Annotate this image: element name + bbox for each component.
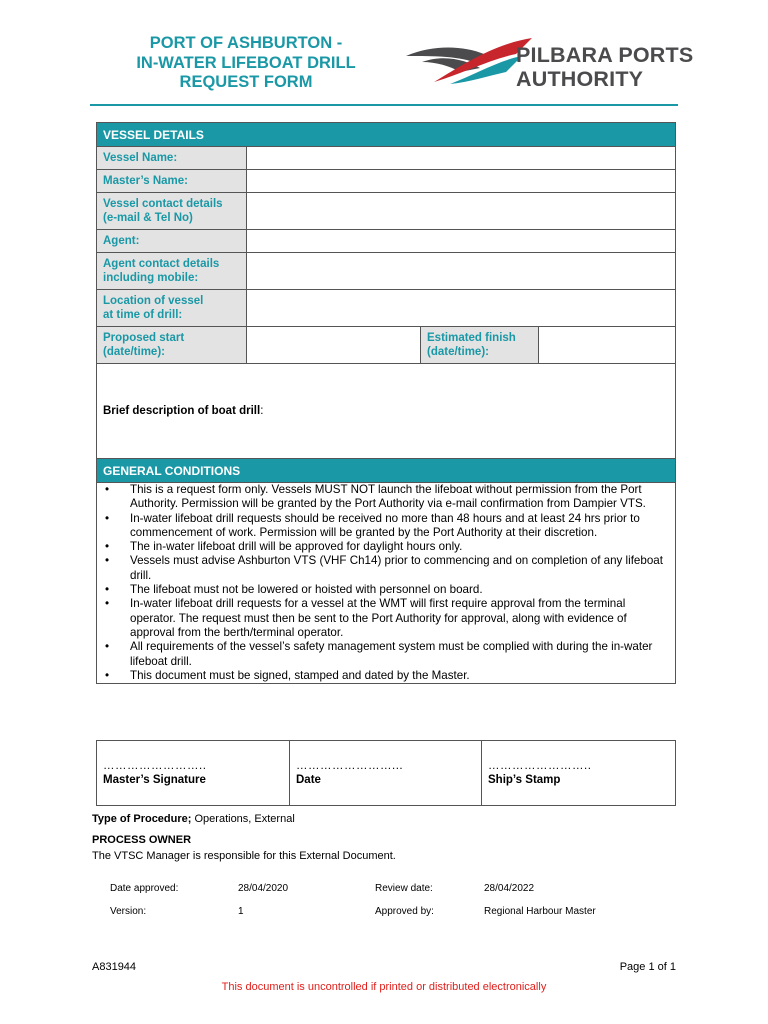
condition-text: This document must be signed, stamped and dated by the Master. <box>130 668 470 682</box>
review-date-value: 28/04/2022 <box>484 883 535 894</box>
condition-text: Vessels must advise Ashburton VTS (VHF Ch14) prior to commencing and on completion of any lifeboat drill. <box>130 554 663 582</box>
header-divider <box>90 104 678 106</box>
document-id: A831944 <box>92 961 137 973</box>
version-value: 1 <box>238 906 244 917</box>
vessel-details-heading: VESSEL DETAILS <box>97 123 676 147</box>
condition-item <box>103 640 669 669</box>
condition-text: In-water lifeboat drill requests for a vessel at the WMT will first require approval from the terminal operator. The request must then be sent to the Port Authority for approval, along with evidence of approval from the berth/terminal operator. <box>130 597 627 639</box>
vessel-contact-label-line-1: Vessel contact details <box>103 198 223 210</box>
process-owner-text: The VTSC Manager is responsible for this External Document. <box>92 850 396 862</box>
condition-item <box>103 583 669 597</box>
request-form <box>96 122 676 684</box>
bullet-icon: • <box>105 554 110 568</box>
ships-stamp-label: Ship’s Stamp <box>488 774 561 786</box>
date-approved-label: Date approved: <box>110 883 179 894</box>
condition-item <box>103 669 669 683</box>
agent-contact-field[interactable] <box>247 253 676 290</box>
masters-name-label: Master’s Name: <box>97 170 247 193</box>
date-dots: ……………………... <box>296 760 404 772</box>
proposed-start-label-line-1: Proposed start <box>103 332 185 344</box>
estimated-finish-label-line-1: Estimated finish <box>427 332 516 344</box>
logo-text <box>516 43 693 91</box>
estimated-finish-field[interactable] <box>539 327 676 364</box>
bullet-icon: • <box>105 583 110 597</box>
agent-label: Agent: <box>97 230 247 253</box>
type-of-procedure <box>92 813 295 825</box>
masters-signature-field[interactable] <box>97 741 290 806</box>
proposed-start-label <box>97 327 247 364</box>
location-field[interactable] <box>247 290 676 327</box>
title-line-1: PORT OF ASHBURTON - <box>149 34 343 52</box>
signature-dots: …………………….. <box>103 760 207 772</box>
vessel-contact-label <box>97 193 247 230</box>
drill-description-colon: : <box>260 405 264 417</box>
proposed-start-field[interactable] <box>247 327 421 364</box>
type-of-procedure-value: Operations, External <box>191 813 295 825</box>
condition-text: This is a request form only. Vessels MUST NOT launch the lifeboat without permission from the Port Authority. Permission will be granted by the Port Authority via e-mail confirmation from Dampier VTS. <box>130 483 646 511</box>
agent-contact-label-line-1: Agent contact details <box>103 258 220 270</box>
review-date-label: Review date: <box>375 883 433 894</box>
vessel-name-field[interactable] <box>247 147 676 170</box>
location-label <box>97 290 247 327</box>
condition-text: In-water lifeboat drill requests should be received no more than 48 hours and at least 24 hrs prior to commencement of work. Permission will be granted by the Port Authority at their discretion. <box>130 511 640 539</box>
page-number: Page 1 of 1 <box>619 961 676 973</box>
ships-stamp-field[interactable] <box>482 741 676 806</box>
date-label: Date <box>296 774 321 786</box>
bullet-icon: • <box>105 668 110 682</box>
location-label-line-2: at time of drill: <box>103 309 183 321</box>
bullet-icon: • <box>105 483 110 496</box>
general-conditions-list <box>103 483 669 683</box>
version-label: Version: <box>110 906 147 917</box>
agent-contact-label <box>97 253 247 290</box>
vessel-contact-label-line-2: (e-mail & Tel No) <box>103 212 193 224</box>
masters-signature-label: Master’s Signature <box>103 774 206 786</box>
condition-item <box>103 483 669 512</box>
agent-contact-label-line-2: including mobile: <box>103 272 199 284</box>
condition-text: All requirements of the vessel’s safety management system must be complied with during the in-water lifeboat drill. <box>130 640 653 668</box>
title-line-2: IN-WATER LIFEBOAT DRILL <box>136 53 356 72</box>
uncontrolled-notice: This document is uncontrolled if printed or distributed electronically <box>221 981 547 993</box>
agent-field[interactable] <box>247 230 676 253</box>
title-line-3: REQUEST FORM <box>179 73 313 91</box>
masters-name-field[interactable] <box>247 170 676 193</box>
proposed-start-label-line-2: (date/time): <box>103 346 165 358</box>
general-conditions-list-cell <box>97 483 676 684</box>
condition-item <box>103 512 669 541</box>
bullet-icon: • <box>105 597 110 611</box>
location-label-line-1: Location of vessel <box>103 295 204 307</box>
signature-table <box>96 740 676 806</box>
bullet-icon: • <box>105 511 110 525</box>
vessel-name-label: Vessel Name: <box>97 147 247 170</box>
date-field[interactable] <box>290 741 482 806</box>
bullet-icon: • <box>105 640 110 654</box>
condition-item <box>103 597 669 640</box>
date-approved-value: 28/04/2020 <box>238 883 289 894</box>
logo-line-2: AUTHORITY <box>516 67 644 91</box>
approved-by-label: Approved by: <box>375 906 434 917</box>
logo-line-1: PILBARA PORTS <box>516 43 694 67</box>
process-owner-heading: PROCESS OWNER <box>92 834 192 846</box>
condition-text: The lifeboat must not be lowered or hoisted with personnel on board. <box>130 583 483 597</box>
estimated-finish-label <box>421 327 539 364</box>
drill-description-label: Brief description of boat drill <box>103 405 261 417</box>
drill-description-field[interactable] <box>97 364 676 459</box>
condition-item <box>103 540 669 554</box>
condition-item <box>103 554 669 583</box>
approved-by-value: Regional Harbour Master <box>484 906 596 917</box>
estimated-finish-label-line-2: (date/time): <box>427 346 489 358</box>
stamp-dots: …………………….. <box>488 760 592 772</box>
type-of-procedure-label: Type of Procedure; <box>92 813 192 825</box>
page-title <box>96 34 396 93</box>
bullet-icon: • <box>105 540 110 554</box>
condition-text: The in-water lifeboat drill will be approved for daylight hours only. <box>130 540 463 554</box>
general-conditions-heading: GENERAL CONDITIONS <box>97 459 676 483</box>
vessel-contact-field[interactable] <box>247 193 676 230</box>
